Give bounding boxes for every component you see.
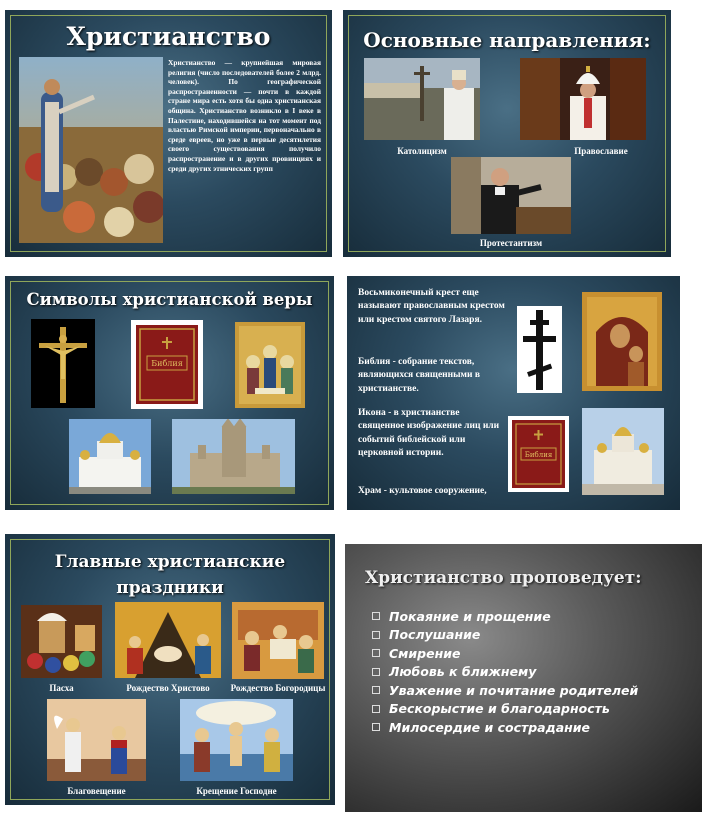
- slide-main-branches[interactable]: [343, 10, 671, 257]
- slide-holidays[interactable]: [5, 534, 335, 805]
- list-item: Послушание: [372, 626, 638, 645]
- bullet-icon: [372, 631, 380, 639]
- paragraph-icon: Икона - в христианстве священное изображение лиц или событий библейской или церковной истории.: [358, 408, 500, 459]
- bible-image: [131, 320, 203, 409]
- protestantism-image: [451, 157, 571, 234]
- bullet-icon: [372, 705, 380, 713]
- list-item: Смирение: [372, 644, 638, 663]
- paragraph-bible: Библия - собрание текстов, являющихся священными в христианстве.: [358, 357, 480, 394]
- bible-label-small: Библия: [524, 451, 553, 459]
- slide-symbols[interactable]: [5, 276, 334, 510]
- annunciation-image: [47, 699, 146, 781]
- slide-teachings[interactable]: [345, 544, 702, 812]
- easter-image: [21, 605, 102, 678]
- caption-orthodoxy: Православие: [574, 146, 628, 156]
- list-item: Милосердие и сострадание: [372, 718, 638, 737]
- baptism-image: [180, 699, 293, 781]
- slide-title: Главные христианские праздники: [54, 552, 286, 598]
- slide-title: Основные направления:: [363, 28, 651, 52]
- caption-easter: Пасха: [49, 683, 74, 693]
- trinity-icon-image: [235, 322, 305, 408]
- bible-image-small: [508, 416, 569, 492]
- teachings-list: [372, 607, 638, 737]
- slide-christianity[interactable]: [5, 10, 332, 257]
- slide-title: Символы христианской веры: [26, 290, 313, 309]
- slide-title: Христианство проповедует:: [365, 568, 642, 588]
- caption-baptism: Крещение Господне: [196, 786, 277, 796]
- catholicism-image: [364, 58, 480, 140]
- list-item: Бескорыстие и благодарность: [372, 700, 638, 719]
- bullet-icon: [372, 612, 380, 620]
- kazan-icon-image: [582, 292, 662, 391]
- list-item: Покаяние и прощение: [372, 607, 638, 626]
- description-text: Христианство — крупнейшая мировая религия (число последователей более 2 млрд. человек). По географической распространенности — почти в каждой стране мира есть хотя бы одна христианская община. Христианство возникло в I веке в Палестине, находившейся на тот момент под властью Римской империи, первоначально в среде евреев, но уже в первые десятилетия своего существования получило распространение и в других провинциях и среди других этнических групп: [168, 58, 321, 173]
- nativity-image: [115, 602, 221, 678]
- crucifix-image: [31, 319, 95, 408]
- slide-symbols-explained[interactable]: [347, 276, 680, 510]
- paragraph-temple: Храм - культовое сооружение,: [358, 486, 487, 496]
- kremlin-cathedral-image: [582, 408, 664, 495]
- bible-label: Библия: [151, 359, 183, 368]
- caption-nativity: Рождество Христово: [126, 683, 210, 693]
- jesus-preaching-image: [19, 57, 163, 243]
- caption-nativity-theotokos: Рождество Богородицы: [230, 683, 326, 693]
- caption-protestantism: Протестантизм: [479, 238, 543, 248]
- caption-catholicism: Католицизм: [397, 146, 447, 156]
- paragraph-cross: Восьмиконечный крест еще называют православным крестом или крестом святого Лазаря.: [358, 288, 505, 325]
- gothic-cathedral-image: [172, 419, 295, 494]
- list-item: Любовь к ближнему: [372, 663, 638, 682]
- cathedral-of-christ-image: [69, 419, 151, 494]
- orthodox-cross-image: [517, 306, 562, 393]
- caption-annunciation: Благовещение: [67, 786, 126, 796]
- bullet-icon: [372, 723, 380, 731]
- bullet-icon: [372, 686, 380, 694]
- list-item: Уважение и почитание родителей: [372, 681, 638, 700]
- orthodoxy-image: [520, 58, 646, 140]
- bullet-icon: [372, 668, 380, 676]
- nativity-theotokos-image: [232, 602, 324, 679]
- slide-title: Христианство: [66, 22, 271, 51]
- bullet-icon: [372, 649, 380, 657]
